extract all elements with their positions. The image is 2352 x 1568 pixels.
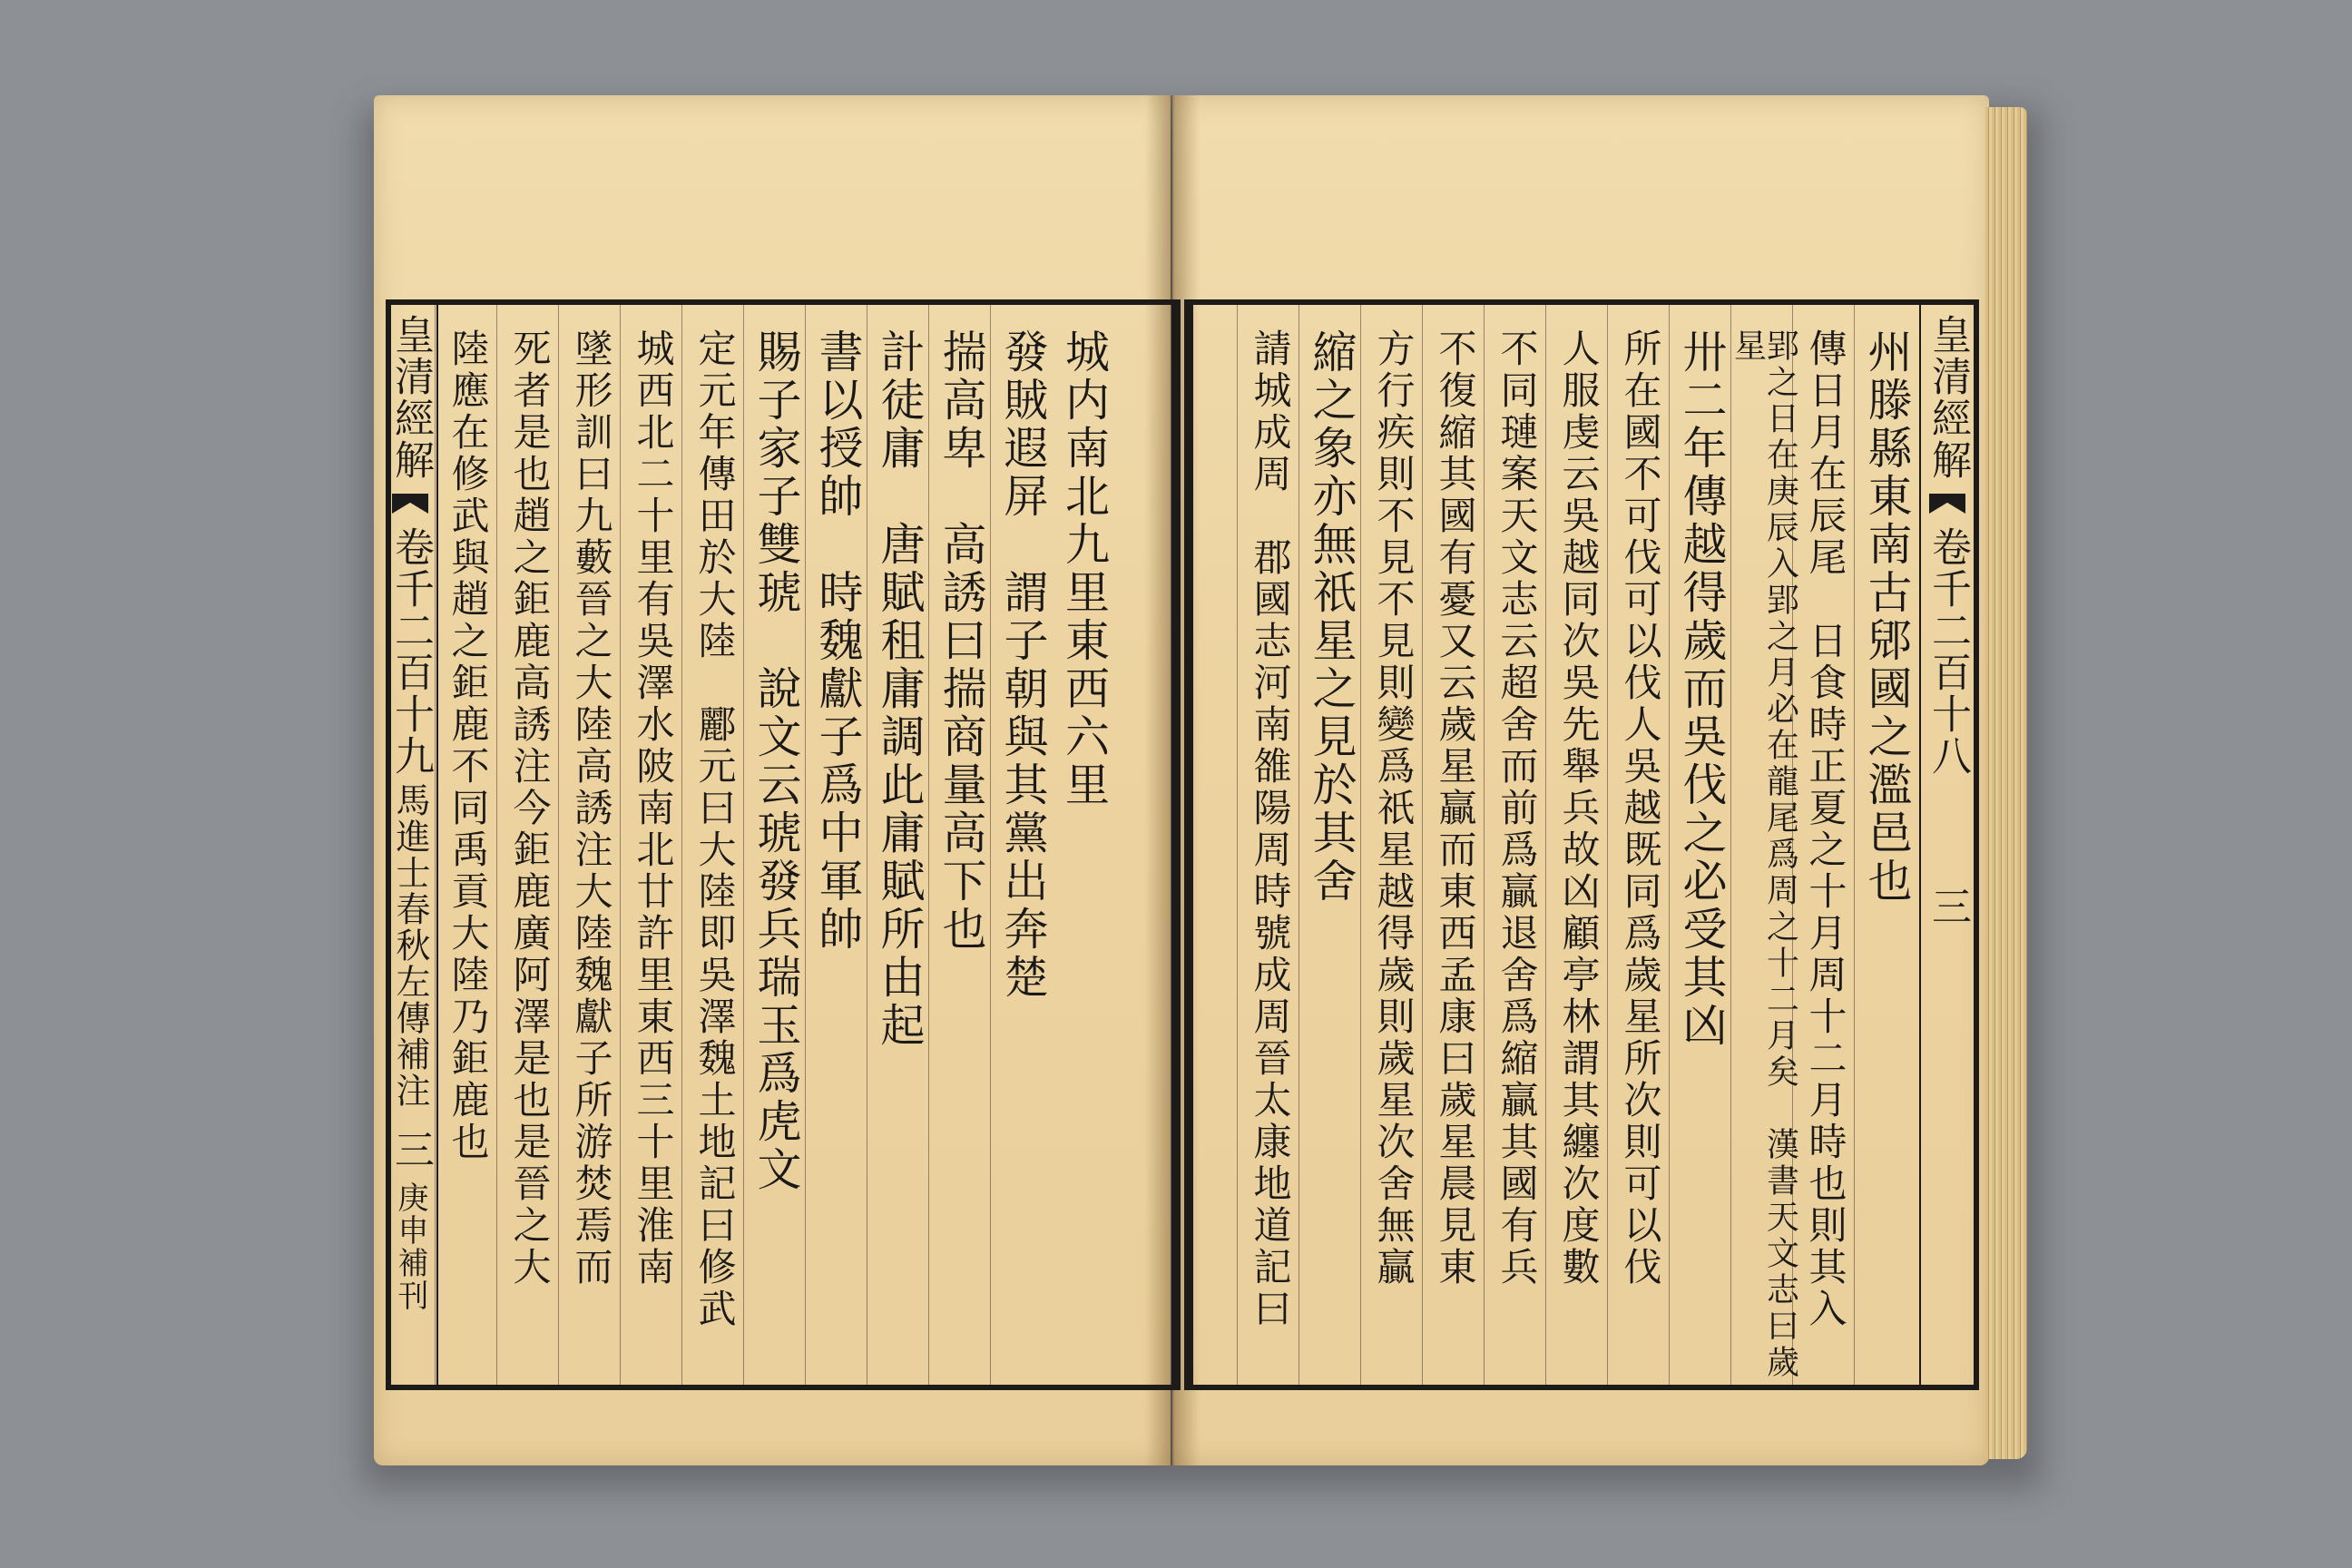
left-col-8-text: 城西北二十里有吳澤水陂南北廿許里東西三十里淮南 [631,328,676,1289]
left-col-7-text: 定元年傳田於大陸 酈元曰大陸即吳澤魏土地記曰修武 [692,328,738,1330]
right-col-3-text: 郢之日在庚辰入郢之月必在龍尾爲周之十二月矣 漢書天文志曰歲星 [1729,328,1799,1381]
fishtail-mark [392,494,428,514]
left-col-1 [1052,305,1117,1385]
left-col-9 [558,305,623,1385]
left-col-6-text: 賜子家子雙琥 說文云琥發兵瑞玉爲虎文 [750,328,802,1194]
right-col-10 [1298,305,1364,1385]
left-col-3 [928,305,994,1385]
right-col-4 [1669,305,1734,1385]
left-col-9-text: 墜形訓曰九藪晉之大陸高誘注大陸魏獻子所游焚焉而 [569,328,614,1289]
right-col-7-text: 不同璉案天文志云超舍而前爲贏退舍爲縮贏其國有兵 [1494,328,1540,1289]
right-margin-title: 皇清經解 [1925,314,1971,481]
left-col-2-text: 發賊遐屏 謂子朝與其黨出奔楚 [997,328,1049,1002]
right-col-5-text: 所在國不可伐可以伐人吳越既同爲歲星所次則可以伐 [1618,328,1663,1289]
left-page-number: 三 [387,1129,434,1171]
right-page-frame [1184,299,1979,1390]
left-margin-volume: 卷千二百十九 [387,526,434,777]
left-col-1-text: 城内南北九里東西六里 [1058,328,1111,809]
right-col-4-text: 卅二年傳越得歲而吳伐之必受其凶 [1676,328,1728,1050]
right-col-8-text: 不復縮其國有憂又云歲星贏而東西孟康曰歲星晨見東 [1433,328,1478,1289]
right-col-8 [1422,305,1487,1385]
right-col-2 [1792,305,1857,1385]
right-col-5 [1607,305,1672,1385]
fishtail-mark [1929,494,1965,514]
right-col-9-text: 方行疾則不見不見則變爲祇星越得歲則歲星次舍無贏 [1371,328,1416,1289]
left-col-6 [743,305,808,1385]
right-col-6 [1545,305,1611,1385]
right-col-1 [1854,305,1919,1385]
right-col-1-text: 州滕縣東南古郳國之濫邑也 [1861,328,1913,906]
right-page-number: 三 [1925,886,1971,927]
right-margin-column [1919,305,1974,1385]
left-col-5 [805,305,870,1385]
left-margin-title: 皇清經解 [387,314,434,481]
right-margin-volume: 卷千二百十八 [1925,526,1971,777]
right-col-11 [1237,305,1302,1385]
left-col-10-text: 死者是也趙之鉅鹿高誘注今鉅鹿廣阿澤是也是晉之大 [507,328,553,1289]
left-col-11-text: 陸應在修武與趙之鉅鹿不同禹貢大陸乃鉅鹿也 [446,328,491,1163]
left-bottom-note: 庚申補刊 [392,1181,428,1312]
left-col-7 [681,305,747,1385]
left-margin-column [384,305,438,1385]
page-edge-stack [1985,107,2027,1459]
right-col-2-text: 傳日月在辰尾 日食時正夏之十月周十二月時也則其入 [1803,328,1848,1330]
left-margin-series: 馬進士春秋左傳補注 [390,782,430,1109]
left-col-10 [496,305,562,1385]
left-col-4 [867,305,932,1385]
right-col-7 [1484,305,1549,1385]
left-col-11 [435,305,500,1385]
left-col-2 [990,305,1055,1385]
right-col-10-text: 縮之象亦無祇星之見於其舍 [1306,328,1357,906]
left-col-3-text: 揣高卑 高誘曰揣商量高下也 [936,328,987,954]
left-col-4-text: 計徒庸 唐賦租庸調此庸賦所由起 [874,328,926,1050]
right-col-6-text: 人服虔云吳越同次吳先舉兵故凶顧亭林謂其纏次度數 [1556,328,1602,1289]
left-col-8 [620,305,685,1385]
right-col-9 [1360,305,1426,1385]
left-col-5-text: 書以授帥 時魏獻子爲中軍帥 [812,328,864,954]
left-page-frame [386,299,1181,1390]
right-col-11-text: 請城成周 郡國志河南雒陽周時號成周晉太康地道記曰 [1248,328,1293,1330]
right-col-3 [1729,305,1799,1385]
